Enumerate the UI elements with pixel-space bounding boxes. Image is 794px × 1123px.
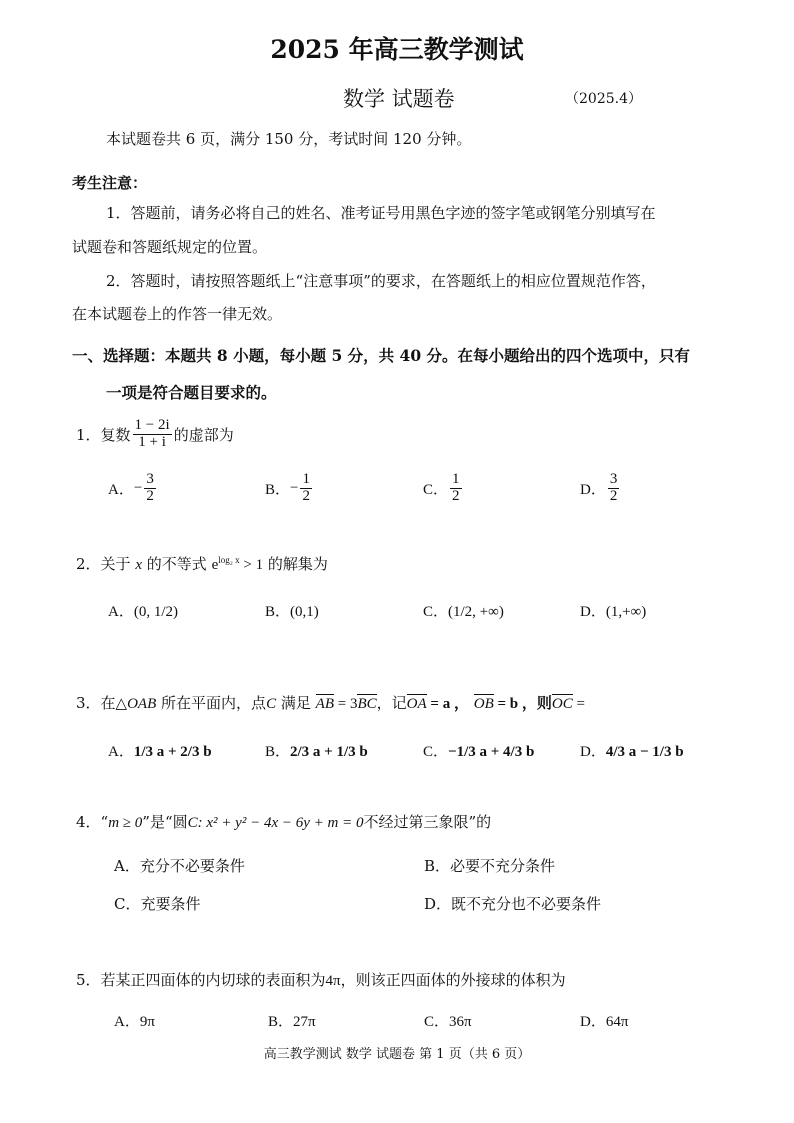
q5-option-a — [114, 1010, 155, 1031]
circle-equation: C: x² + y² − 4x − 6y + m = 0 — [187, 815, 364, 831]
option-text: 64π — [605, 1014, 629, 1030]
q1-option-c — [423, 472, 464, 505]
q2-option-a — [108, 600, 178, 621]
q2-option-b — [265, 600, 319, 621]
question-5-suffix: ，则该正四面体的外接球的体积为 — [340, 971, 566, 989]
option-text: 必要不充分条件 — [450, 857, 556, 875]
q4-option-b — [424, 855, 555, 876]
option-label: C． — [423, 744, 449, 760]
q3-option-c — [423, 740, 534, 761]
question-1-denominator: 1 + i — [138, 433, 166, 450]
option-numerator: 3 — [146, 471, 154, 487]
question-3-text-2: 满足 — [280, 694, 311, 712]
option-sign: − — [133, 479, 143, 496]
q3-option-d — [580, 740, 684, 761]
question-3-text-1: 所在平面内，点 — [161, 694, 267, 712]
surface-area: 4π — [325, 973, 341, 989]
option-label: D． — [580, 1014, 606, 1030]
option-label: B． — [268, 1014, 294, 1030]
option-label: B． — [265, 481, 291, 498]
question-2-inequality — [212, 557, 264, 573]
option-text: 36π — [449, 1014, 472, 1030]
vector-oa: OA — [406, 696, 427, 712]
equation-part: = a ， — [426, 696, 469, 712]
option-label: A． — [108, 481, 134, 498]
option-label: B． — [424, 857, 451, 875]
section-1-heading: 一、选择题：本题共 8 小题，每小题 5 分，共 40 分。在每小题给出的四个选项中，只有 — [72, 346, 691, 365]
q4-option-a — [114, 855, 245, 876]
option-label: B． — [265, 604, 291, 620]
option-text: 9π — [139, 1014, 155, 1030]
equation-part: = 3 — [333, 696, 358, 712]
option-label: B． — [265, 744, 291, 760]
condition: m ≥ 0 — [108, 815, 143, 831]
q3-option-b — [265, 740, 368, 761]
page-footer: 高三教学测试 数学 试题卷 第 1 页（共 6 页） — [263, 1047, 531, 1062]
question-2-mid: 的不等式 — [146, 555, 207, 573]
inequality-compare: > 1 — [239, 557, 264, 573]
notice-item-2-line-2: 在本试题卷上的作答一律无效。 — [72, 305, 283, 323]
question-1-numerator: 1 − 2i — [134, 417, 170, 433]
q1-option-b — [265, 472, 314, 505]
question-5-prefix: 5．若某正四面体的内切球的表面积为 — [76, 971, 326, 989]
section-1-heading-line-2: 一项是符合题目要求的。 — [106, 383, 277, 402]
question-4-mid: ”是“圆 — [142, 813, 188, 831]
equation-part: = b ，则 — [493, 696, 552, 712]
option-numerator: 3 — [609, 471, 618, 487]
option-label: A． — [108, 744, 134, 760]
option-label: D． — [580, 604, 606, 620]
question-1-prefix: 1．复数 — [76, 425, 131, 444]
vector-ob: OB — [473, 696, 494, 712]
option-label: A． — [108, 604, 134, 620]
question-1 — [76, 418, 234, 451]
question-4-prefix: 4．“ — [76, 813, 109, 831]
point-c: C — [266, 696, 277, 712]
vector-bc: BC — [357, 696, 377, 712]
option-numerator: 1 — [452, 471, 460, 487]
option-text: 4/3 a − 1/3 b — [605, 744, 684, 760]
option-label: A． — [114, 857, 140, 875]
question-4 — [76, 811, 491, 832]
question-5 — [76, 969, 566, 990]
q4-option-c — [114, 893, 201, 914]
notice-item-2-line-1: 2．答题时，请按照答题纸上“注意事项”的要求，在答题纸上的相应位置规范作答， — [106, 272, 656, 290]
option-text: 充要条件 — [140, 895, 201, 913]
question-2-variable: x — [135, 557, 142, 573]
q5-option-b — [268, 1010, 316, 1031]
q2-option-c — [423, 600, 504, 621]
exp-base: e — [211, 557, 219, 573]
option-label: C． — [423, 604, 449, 620]
option-text: 充分不必要条件 — [139, 857, 245, 875]
q2-option-d — [580, 600, 646, 621]
q1-option-a — [108, 472, 158, 505]
question-2-suffix: 的解集为 — [267, 555, 328, 573]
option-text: (0, 1/2) — [133, 604, 179, 620]
option-label: A． — [114, 1014, 140, 1030]
question-3 — [76, 692, 585, 713]
q5-option-c — [424, 1010, 472, 1031]
option-text: 1/3 a + 2/3 b — [133, 744, 212, 760]
option-denominator: 2 — [452, 487, 460, 504]
q5-option-d — [580, 1010, 628, 1031]
exp-power: log₂ x — [218, 555, 240, 565]
option-label: D． — [424, 895, 452, 913]
option-text: 27π — [293, 1014, 316, 1030]
notice-heading: 考生注意： — [72, 174, 148, 192]
q4-option-d — [424, 893, 601, 914]
equation-part: = — [572, 696, 585, 712]
option-denominator: 2 — [302, 487, 310, 504]
option-label: D． — [580, 481, 606, 498]
question-4-suffix: 不经过第三象限”的 — [363, 813, 492, 831]
option-denominator: 2 — [609, 487, 618, 504]
triangle-name: OAB — [127, 696, 157, 712]
question-3-prefix: 3．在△ — [76, 694, 128, 712]
option-text: (0,1) — [290, 604, 319, 620]
question-2-prefix: 2．关于 — [76, 555, 131, 573]
intro-text: 本试题卷共 6 页，满分 150 分，考试时间 120 分钟。 — [106, 130, 472, 148]
option-sign: − — [290, 479, 299, 496]
notice-item-1-line-2: 试题卷和答题纸规定的位置。 — [72, 238, 268, 256]
q3-option-a — [108, 740, 212, 761]
vector-oc: OC — [551, 696, 573, 712]
exam-date: （2025.4） — [565, 91, 642, 107]
option-label: C． — [424, 1014, 450, 1030]
option-text: −1/3 a + 4/3 b — [448, 744, 535, 760]
option-text: 2/3 a + 1/3 b — [290, 744, 368, 760]
option-text: (1/2, +∞) — [448, 604, 504, 620]
q1-option-d — [580, 472, 621, 505]
option-numerator: 1 — [302, 471, 310, 487]
option-text: 既不充分也不必要条件 — [451, 895, 602, 913]
option-text: (1,+∞) — [605, 604, 647, 620]
option-denominator: 2 — [146, 487, 154, 504]
option-label: C． — [114, 895, 141, 913]
question-1-suffix: 的虚部为 — [173, 425, 234, 444]
question-3-text-3: ，记 — [376, 694, 407, 712]
option-label: D． — [580, 744, 606, 760]
question-1-fraction — [133, 418, 172, 451]
question-2 — [76, 553, 328, 574]
option-label: C． — [423, 481, 449, 498]
page-title: 2025 年高三教学测试 — [270, 35, 524, 64]
vector-ab: AB — [315, 696, 334, 712]
page-subtitle: 数学 试题卷 — [343, 87, 455, 111]
notice-item-1-line-1: 1．答题前，请务必将自己的姓名、准考证号用黑色字迹的签字笔或钢笔分别填写在 — [106, 204, 656, 222]
